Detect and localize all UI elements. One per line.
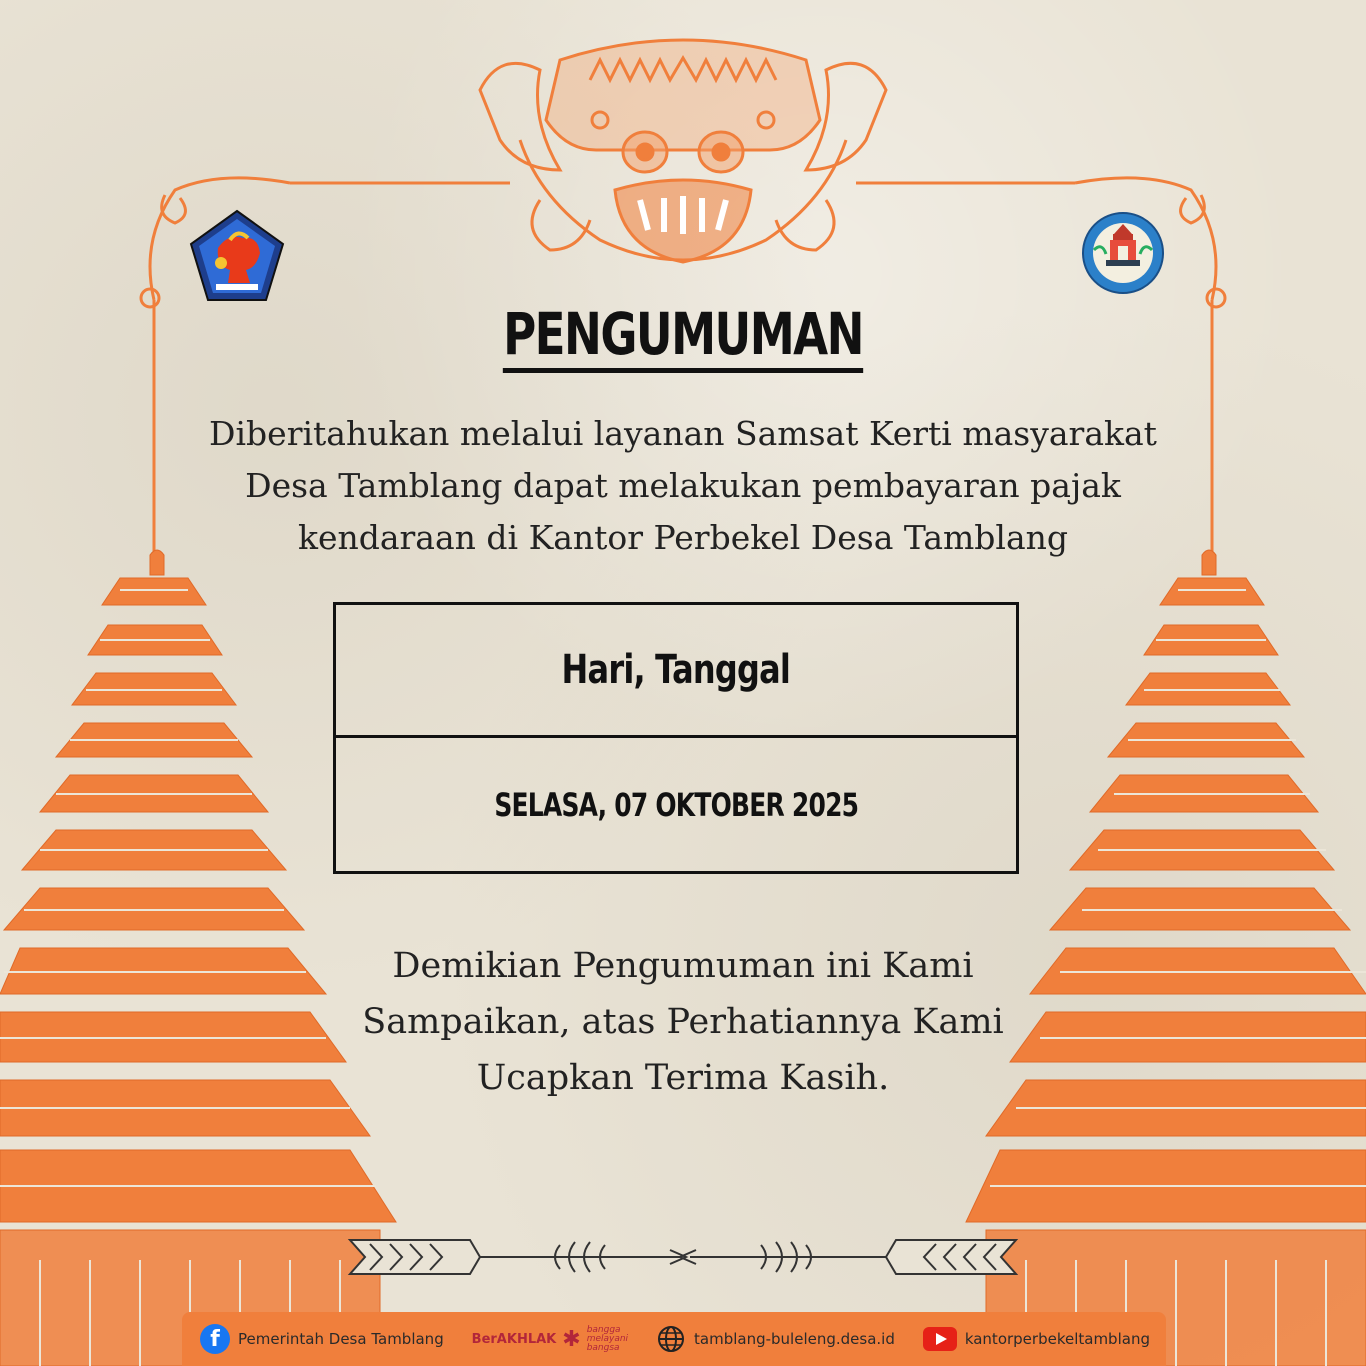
bangga-melayani-icon: ✱ (562, 1326, 581, 1352)
schedule-table (333, 602, 1019, 874)
footer-bar (182, 1312, 1166, 1366)
closing-paragraph (333, 938, 1033, 1106)
intro-line: Desa Tamblang dapat melakukan pembayaran pajak (245, 466, 1121, 505)
youtube-label: kantorperbekeltamblang (964, 1330, 1150, 1348)
youtube-link[interactable] (923, 1327, 1150, 1351)
closing-line: Ucapkan Terima Kasih. (476, 1058, 890, 1098)
berakhlak-badge (472, 1326, 628, 1353)
facebook-label: Pemerintah Desa Tamblang (238, 1330, 444, 1348)
website-link[interactable] (656, 1324, 895, 1354)
announcement-title: PENGUMUMAN (150, 300, 1215, 368)
closing-line: Demikian Pengumuman ini Kami (392, 946, 974, 986)
intro-paragraph (183, 408, 1183, 564)
closing-line: Sampaikan, atas Perhatiannya Kami (362, 1002, 1004, 1042)
table-header-label: Hari, Tanggal (561, 647, 791, 693)
table-value-row (336, 738, 1016, 871)
bangga-melayani-label: bangga melayani bangsa (586, 1324, 629, 1353)
berakhlak-label: BerAKHLAK (471, 1331, 557, 1347)
barong-mask-ornament (480, 40, 886, 262)
desa-tamblang-logo (1080, 210, 1166, 296)
intro-line: Diberitahukan melalui layanan Samsat Kerti masyarakat (209, 414, 1157, 453)
website-label: tamblang-buleleng.desa.id (694, 1330, 895, 1348)
globe-icon (656, 1324, 686, 1354)
table-header-row (336, 605, 1016, 738)
facebook-link[interactable] (200, 1324, 444, 1354)
intro-line: kendaraan di Kantor Perbekel Desa Tamblang (297, 518, 1069, 557)
facebook-icon: f (200, 1324, 230, 1354)
schedule-date: SELASA, 07 OKTOBER 2025 (494, 785, 858, 824)
buleleng-regency-logo (188, 208, 286, 304)
youtube-icon (923, 1327, 957, 1351)
arrow-divider-ornament (350, 1240, 1016, 1274)
